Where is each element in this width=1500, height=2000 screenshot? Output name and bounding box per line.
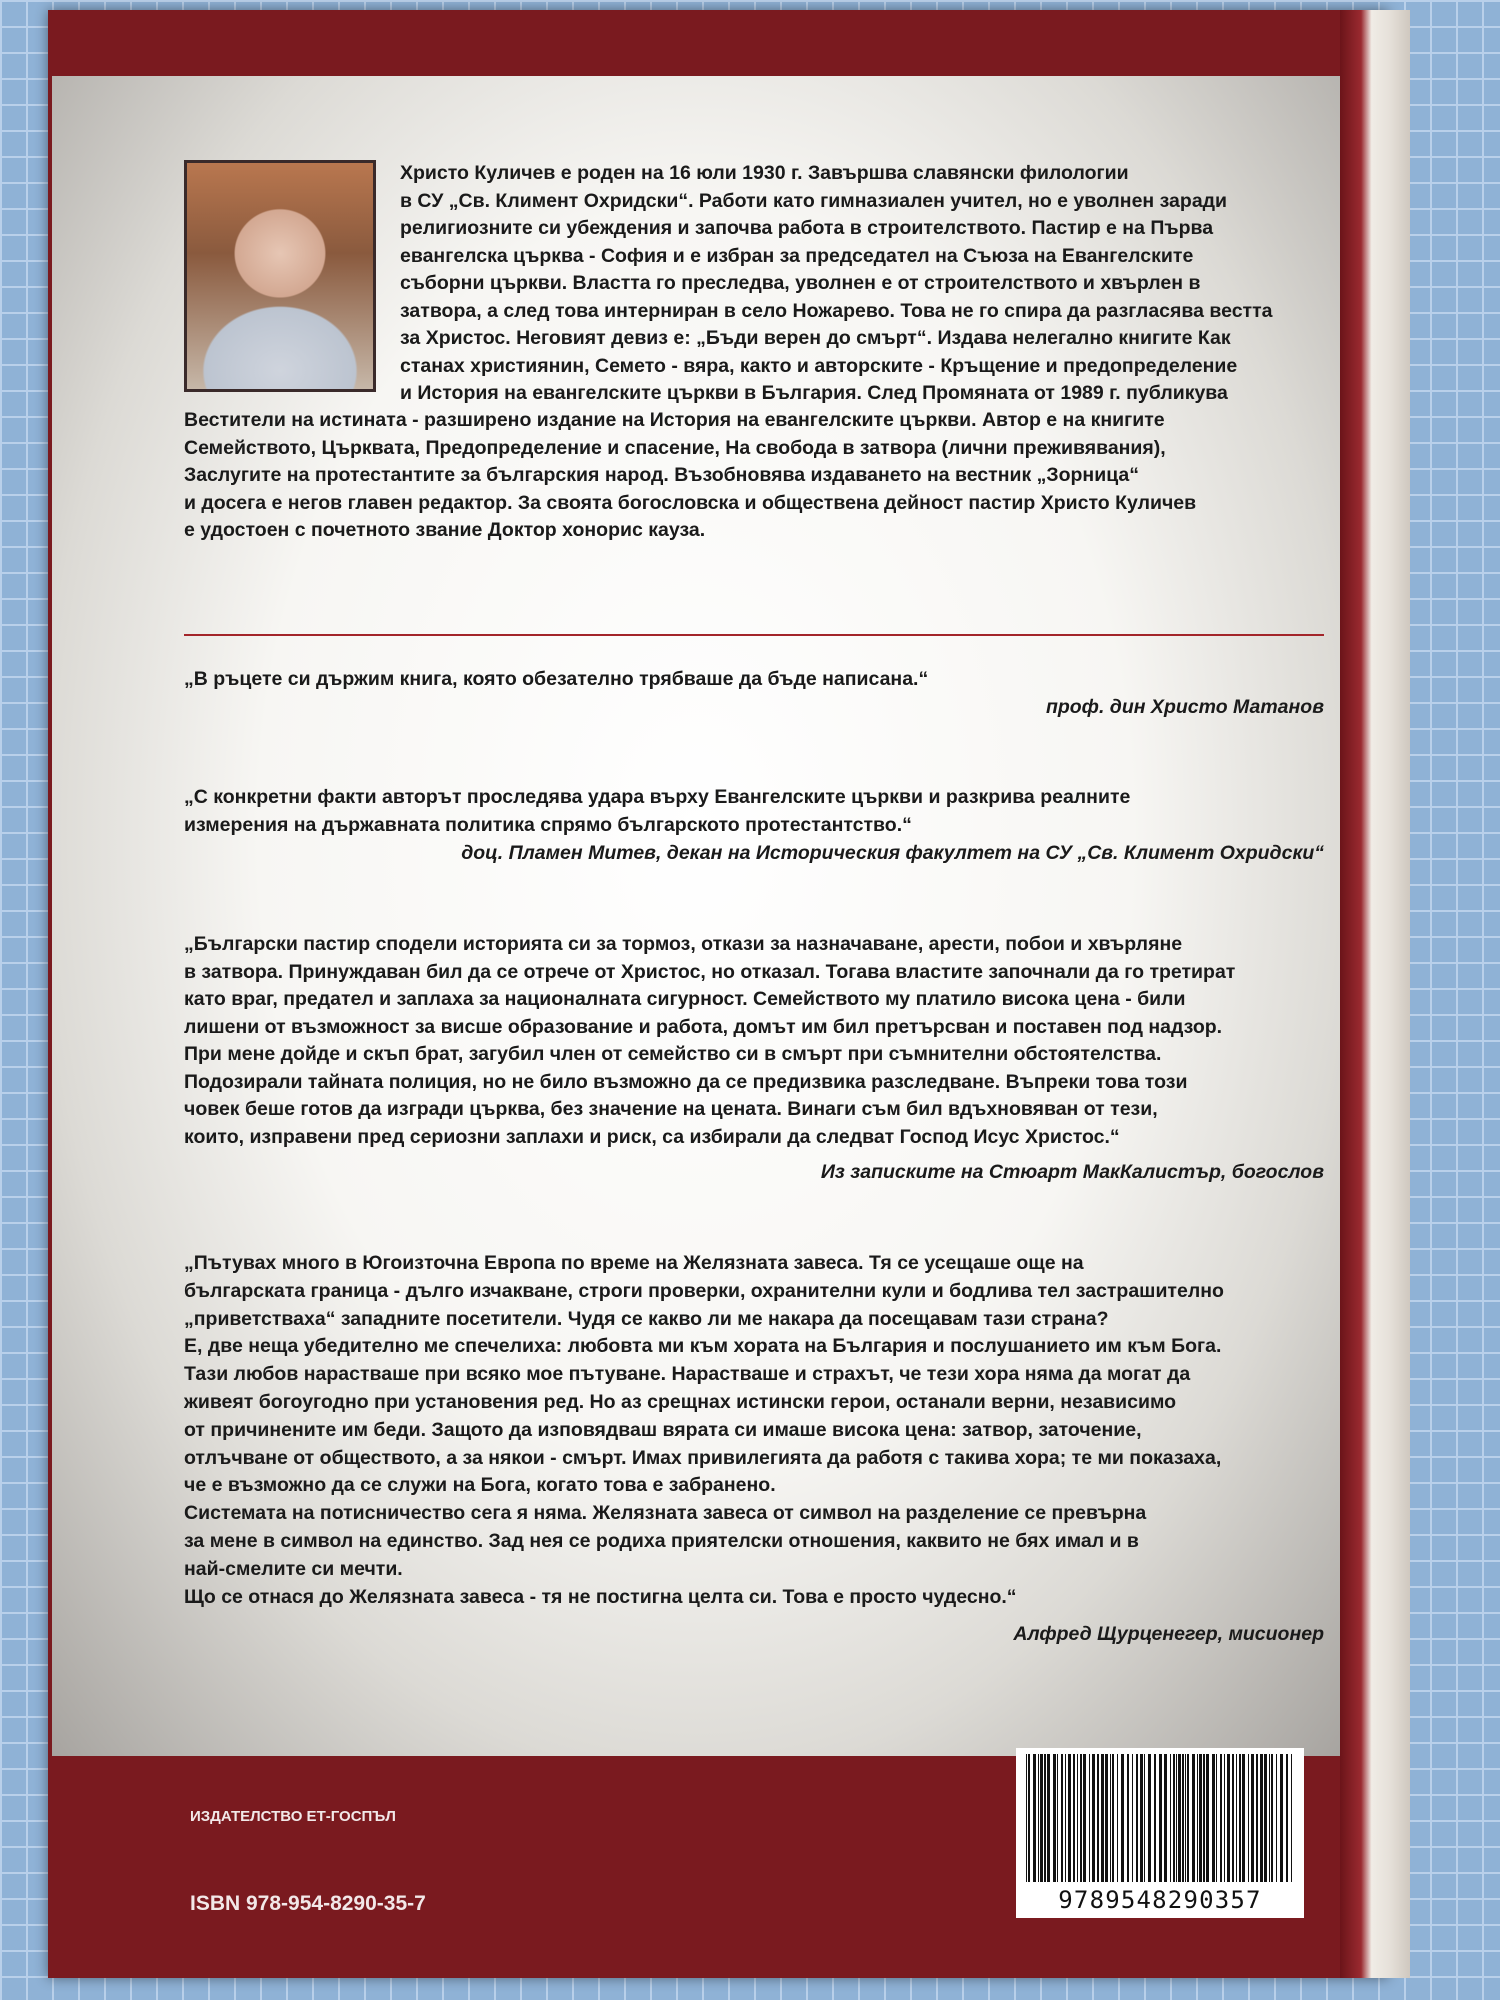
quote-line: които, изправени пред сериозни заплахи и риск, са избирали да следват Господ Исус Христос.“: [184, 1125, 1120, 1148]
barcode-bar: [1260, 1754, 1263, 1882]
barcode-bar: [1276, 1754, 1277, 1882]
barcode-bar: [1256, 1754, 1258, 1882]
barcode-bar: [1097, 1754, 1099, 1882]
quote-line: „Пътувах много в Югоизточна Европа по време на Желязната завеса. Тя се усещаше още на: [184, 1252, 1084, 1274]
barcode-bar: [1242, 1754, 1245, 1882]
barcode-bar: [1154, 1754, 1156, 1882]
barcode-bar: [1291, 1754, 1292, 1882]
barcode-bar: [1176, 1754, 1177, 1882]
barcode-bar: [1212, 1754, 1215, 1882]
quote-1-attribution: проф. дин Христо Матанов: [1045, 696, 1324, 718]
barcode-bar: [1065, 1754, 1066, 1882]
barcode-bar: [1206, 1754, 1209, 1882]
bio-line: Семейството, Църквата, Предопределение и спасение, На свобода в затвора (лични преживявания),: [184, 436, 1166, 459]
bio-line: Вестители на истината - разширено издание на История на евангелските църкви. Автор е на книгите: [184, 409, 1165, 431]
barcode-bar: [1216, 1754, 1217, 1882]
quote-line: При мене дойде и скъп брат, загубил член от семейство си в смърт при съмнителни обстоятелства.: [184, 1043, 1162, 1065]
bio-line: и досега е негов главен редактор. За своята богословска и обществена дейност пастир Христо Куличев: [184, 491, 1197, 514]
barcode-bar: [1178, 1754, 1181, 1882]
quote-line: от причинените им беди. Защото да изповядваш вярата си имаше висока цена: затвор, заточение,: [184, 1418, 1142, 1441]
barcode-bar: [1136, 1754, 1138, 1882]
quote-line: „приветстваха“ западните посетители. Чудя се какво ли ме накара да посещавам тази страна?: [184, 1307, 1109, 1330]
barcode-bar: [1271, 1754, 1273, 1882]
quote-line: като враг, предател и заплаха за националната сигурност. Семейството му платило висока цена - били: [184, 988, 1186, 1010]
barcode-bar: [1053, 1754, 1056, 1882]
author-bio: [400, 160, 1324, 408]
barcode-bar: [1264, 1754, 1267, 1882]
barcode-bar: [1280, 1754, 1283, 1882]
quote-line: лишени от възможност за висше образование и работа, домът им бил претърсван и поставен под надзор.: [184, 1015, 1223, 1038]
bio-line: за Христос. Неговият девиз е: „Бъди верен до смърт“. Издава нелегално книгите Как: [400, 327, 1231, 349]
barcode-bar: [1159, 1754, 1162, 1882]
barcode-bar: [1248, 1754, 1249, 1882]
quote-4-attribution: Алфред Щурценегер, мисионер: [1013, 1623, 1324, 1645]
quote-3: [184, 931, 1324, 1151]
barcode-bar: [1040, 1754, 1043, 1882]
publisher-name: ИЗДАТЕЛСТВО ЕТ-ГОСПЪЛ: [190, 1808, 396, 1825]
barcode-bar: [1026, 1754, 1027, 1882]
quote-2: [184, 784, 1324, 839]
quote-2-attribution: доц. Пламен Митев, декан на Историческия факултет на СУ „Св. Климент Охридски“: [461, 842, 1324, 864]
bio-line: и История на евангелските църкви в България. След Промяната от 1989 г. публикува: [400, 382, 1228, 404]
barcode-bar: [1105, 1754, 1108, 1882]
bio-line: религиозните си убеждения и започва работа в строителството. Пастир е на Първа: [400, 217, 1214, 239]
quote-line: в затвора. Принуждаван бил да се отрече от Христос, но отказал. Тогава властите започнали да го третират: [184, 960, 1236, 983]
bio-line: евангелска църква - София и е избран за председател на Съюза на Евангелските: [400, 244, 1194, 267]
barcode-bar: [1132, 1754, 1133, 1882]
book-spine: [1340, 10, 1410, 1978]
barcode-bar: [1101, 1754, 1104, 1882]
quote-line: отлъчване от обществото, а за някои - смърт. Имах привилегията да работя с такива хора; те ми показаха,: [184, 1446, 1222, 1469]
quote-line: „В ръцете си държим книга, която обезателно трябваше да бъде написана.“: [184, 668, 929, 690]
barcode-bar: [1068, 1754, 1071, 1882]
barcode-bar: [1112, 1754, 1114, 1882]
barcode-digits: 9789548290357: [1058, 1886, 1262, 1914]
barcode-bar: [1236, 1754, 1237, 1882]
barcode-bar: [1140, 1754, 1143, 1882]
bio-line: Христо Куличев е роден на 16 юли 1930 г. Завършва славянски филологии: [400, 162, 1129, 184]
bio-line: в СУ „Св. Климент Охридски“. Работи като гимназиален учител, но е уволнен заради: [400, 189, 1228, 212]
quote-line: Подозирали тайната полиция, но не било възможно да се предизвика разследване. Въпреки това този: [184, 1070, 1188, 1093]
barcode: [1016, 1748, 1304, 1918]
barcode-bar: [1033, 1754, 1036, 1882]
barcode-bar: [1028, 1754, 1030, 1882]
barcode-bar: [1044, 1754, 1046, 1882]
quote-line: Тази любов нарастваше при всяко мое пътуване. Нарастваше и страхът, че тези хора няма да могат да: [184, 1363, 1191, 1386]
barcode-bar: [1197, 1754, 1198, 1882]
author-photo-icon: [184, 160, 376, 392]
barcode-bar: [1057, 1754, 1058, 1882]
barcode-bar: [1192, 1754, 1195, 1882]
isbn-number: ISBN 978-954-8290-35-7: [190, 1892, 426, 1915]
barcode-bar: [1148, 1754, 1151, 1882]
author-bio-cont: [184, 407, 1324, 545]
barcode-bar: [1073, 1754, 1075, 1882]
barcode-bar: [1117, 1754, 1118, 1882]
section-divider: [184, 634, 1324, 636]
bio-line: затвора, а след това интерниран в село Ножарево. Това не го спира да разгласява вестта: [400, 299, 1273, 322]
barcode-bar: [1077, 1754, 1078, 1882]
quote-line: човек беше готов да изгради църква, без значение на цената. Винаги съм бил вдъхновяван от тези,: [184, 1098, 1158, 1120]
quote-1: [184, 666, 1324, 694]
barcode-bar: [1164, 1754, 1167, 1882]
barcode-bar: [1121, 1754, 1124, 1882]
barcode-bar: [1185, 1754, 1186, 1882]
barcode-bar: [1089, 1754, 1090, 1882]
barcode-bars-icon: [1024, 1754, 1296, 1882]
quote-line: „Български пастир сподели историята си за тормоз, откази за назначаване, арести, побои и хвърляне: [184, 933, 1183, 955]
bio-line: е удостоен с почетното звание Доктор хонорис кауза.: [184, 519, 706, 541]
bio-line: станах християнин, Семето - вяра, както и авторските - Кръщение и предопределение: [400, 354, 1238, 377]
quote-3-attribution: Из записките на Стюарт МакКалистър, богослов: [820, 1161, 1324, 1183]
quote-line: българската граница - дълго изчакване, строги проверки, охранителни кули и бодлива тел застрашително: [184, 1279, 1224, 1302]
bio-line: съборни църкви. Властта го преследва, уволнен е от строителството и хвърлен в: [400, 272, 1201, 294]
barcode-bar: [1227, 1754, 1230, 1882]
barcode-bar: [1232, 1754, 1234, 1882]
quote-line: Е, две неща убедително ме спечелиха: любовта ми към хората на България и послушанието им към Бога.: [184, 1335, 1222, 1358]
quote-line: измерения на държавната политика спрямо българското протестантство.“: [184, 813, 912, 836]
quote-line: живеят богоугодно при установения ред. Но аз срещнах истински герои, останали верни, независимо: [184, 1390, 1177, 1413]
bio-line: Заслугите на протестантите за българския народ. Възобновява издаването на вестник „Зорница“: [184, 464, 1140, 486]
barcode-bar: [1187, 1754, 1189, 1882]
barcode-bar: [1047, 1754, 1050, 1882]
quote-line: най-смелите си мечти.: [184, 1557, 403, 1580]
barcode-bar: [1203, 1754, 1205, 1882]
barcode-bar: [1080, 1754, 1082, 1882]
barcode-bar: [1061, 1754, 1063, 1882]
barcode-bar: [1220, 1754, 1222, 1882]
barcode-bar: [1239, 1754, 1241, 1882]
barcode-bar: [1182, 1754, 1184, 1882]
barcode-bar: [1038, 1754, 1039, 1882]
quote-line: за мене в символ на единство. Зад нея се родиха приятелски отношения, каквито не бях имал и в: [184, 1529, 1139, 1552]
quote-line: Системата на потисничество сега я няма. Желязната завеса от символ на разделение се превърна: [184, 1502, 1147, 1525]
barcode-bar: [1144, 1754, 1145, 1882]
barcode-bar: [1127, 1754, 1129, 1882]
quote-line: че е възможно да се служи на Бога, когато това е забранено.: [184, 1474, 776, 1497]
barcode-bar: [1170, 1754, 1171, 1882]
barcode-bar: [1269, 1754, 1270, 1882]
barcode-bar: [1092, 1754, 1095, 1882]
barcode-bar: [1199, 1754, 1202, 1882]
quote-4: [184, 1250, 1324, 1611]
barcode-bar: [1110, 1754, 1111, 1882]
barcode-bar: [1251, 1754, 1254, 1882]
barcode-bar: [1286, 1754, 1288, 1882]
barcode-bar: [1173, 1754, 1175, 1882]
quote-line: Що се отнася до Желязната завеса - тя не постигна целта си. Това е просто чудесно.“: [184, 1585, 1017, 1608]
barcode-bar: [1224, 1754, 1225, 1882]
barcode-bar: [1083, 1754, 1086, 1882]
quote-line: „С конкретни факти авторът проследява удара върху Евангелските църкви и разкрива реалните: [184, 786, 1131, 808]
